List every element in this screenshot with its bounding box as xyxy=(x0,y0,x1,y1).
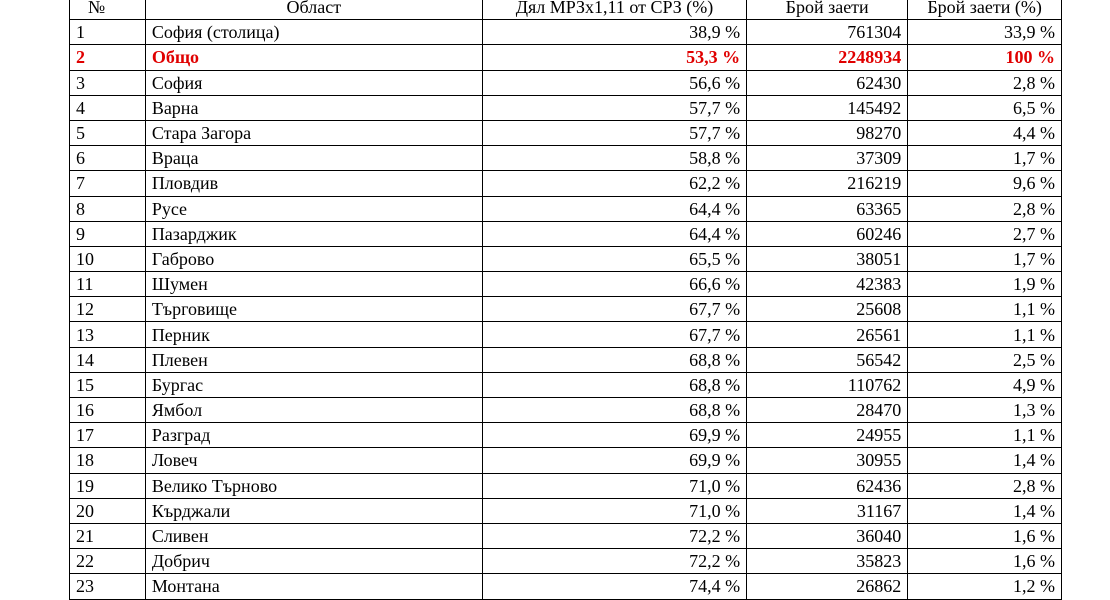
cell-number: 20 xyxy=(70,498,146,523)
cell-employed-count: 60246 xyxy=(747,221,908,246)
cell-employed-count: 42383 xyxy=(747,272,908,297)
table-row xyxy=(70,95,1062,120)
table-row xyxy=(70,297,1062,322)
header-region: Област xyxy=(145,0,482,20)
cell-region: Ямбол xyxy=(145,398,482,423)
table-row xyxy=(70,574,1062,599)
table-row xyxy=(70,70,1062,95)
cell-min-wage-share: 64,4 % xyxy=(482,221,746,246)
cell-min-wage-share: 74,4 % xyxy=(482,574,746,599)
cell-region: София xyxy=(145,70,482,95)
table-row xyxy=(70,473,1062,498)
cell-employed-count: 26561 xyxy=(747,322,908,347)
table-row xyxy=(70,221,1062,246)
cell-min-wage-share: 38,9 % xyxy=(482,20,746,45)
cell-number: 21 xyxy=(70,523,146,548)
header-number: № xyxy=(70,0,146,20)
table-row xyxy=(70,246,1062,271)
header-employed-share: Брой заети (%) xyxy=(908,0,1062,20)
cell-number: 19 xyxy=(70,473,146,498)
cell-number: 3 xyxy=(70,70,146,95)
cell-employed-share: 1,6 % xyxy=(908,549,1062,574)
cell-employed-count: 98270 xyxy=(747,120,908,145)
table-row xyxy=(70,272,1062,297)
cell-region: Габрово xyxy=(145,246,482,271)
cell-employed-share: 2,8 % xyxy=(908,196,1062,221)
cell-employed-count: 56542 xyxy=(747,347,908,372)
header-employed-count: Брой заети xyxy=(747,0,908,20)
cell-employed-share: 100 % xyxy=(908,45,1062,70)
cell-employed-share: 1,1 % xyxy=(908,423,1062,448)
cell-min-wage-share: 64,4 % xyxy=(482,196,746,221)
cell-number: 6 xyxy=(70,146,146,171)
cell-min-wage-share: 57,7 % xyxy=(482,95,746,120)
cell-min-wage-share: 68,8 % xyxy=(482,372,746,397)
cell-region: Варна xyxy=(145,95,482,120)
table-row xyxy=(70,498,1062,523)
cell-employed-share: 1,1 % xyxy=(908,297,1062,322)
cell-employed-count: 62436 xyxy=(747,473,908,498)
cell-min-wage-share: 72,2 % xyxy=(482,549,746,574)
cell-region: Стара Загора xyxy=(145,120,482,145)
cell-region: Общо xyxy=(145,45,482,70)
cell-number: 16 xyxy=(70,398,146,423)
cell-number: 10 xyxy=(70,246,146,271)
cell-employed-share: 1,9 % xyxy=(908,272,1062,297)
cell-number: 12 xyxy=(70,297,146,322)
cell-region: Сливен xyxy=(145,523,482,548)
cell-employed-share: 4,4 % xyxy=(908,120,1062,145)
cell-region: Враца xyxy=(145,146,482,171)
cell-employed-share: 6,5 % xyxy=(908,95,1062,120)
cell-min-wage-share: 62,2 % xyxy=(482,171,746,196)
cell-region: Разград xyxy=(145,423,482,448)
cell-min-wage-share: 57,7 % xyxy=(482,120,746,145)
cell-region: Русе xyxy=(145,196,482,221)
cell-employed-count: 761304 xyxy=(747,20,908,45)
cell-number: 1 xyxy=(70,20,146,45)
table-row xyxy=(70,171,1062,196)
cell-employed-share: 1,7 % xyxy=(908,146,1062,171)
regional-employment-table xyxy=(69,0,1062,600)
table-row xyxy=(70,423,1062,448)
cell-min-wage-share: 69,9 % xyxy=(482,423,746,448)
cell-employed-share: 4,9 % xyxy=(908,372,1062,397)
cell-region: Монтана xyxy=(145,574,482,599)
cell-employed-share: 1,7 % xyxy=(908,246,1062,271)
cell-region: Пазарджик xyxy=(145,221,482,246)
table-row xyxy=(70,347,1062,372)
cell-region: Перник xyxy=(145,322,482,347)
cell-region: Пловдив xyxy=(145,171,482,196)
table-row xyxy=(70,322,1062,347)
cell-min-wage-share: 53,3 % xyxy=(482,45,746,70)
cell-employed-count: 110762 xyxy=(747,372,908,397)
cell-min-wage-share: 72,2 % xyxy=(482,523,746,548)
cell-number: 5 xyxy=(70,120,146,145)
cell-min-wage-share: 65,5 % xyxy=(482,246,746,271)
table-row xyxy=(70,146,1062,171)
table-body xyxy=(70,20,1062,599)
cell-region: Бургас xyxy=(145,372,482,397)
cell-min-wage-share: 71,0 % xyxy=(482,498,746,523)
cell-number: 8 xyxy=(70,196,146,221)
cell-min-wage-share: 68,8 % xyxy=(482,398,746,423)
table-row xyxy=(70,549,1062,574)
cell-min-wage-share: 69,9 % xyxy=(482,448,746,473)
cell-employed-count: 31167 xyxy=(747,498,908,523)
cell-employed-share: 2,8 % xyxy=(908,473,1062,498)
cell-employed-count: 36040 xyxy=(747,523,908,548)
cell-employed-count: 62430 xyxy=(747,70,908,95)
cell-min-wage-share: 68,8 % xyxy=(482,347,746,372)
table-header-row xyxy=(70,0,1062,20)
cell-employed-share: 1,2 % xyxy=(908,574,1062,599)
table-row xyxy=(70,372,1062,397)
cell-employed-share: 1,1 % xyxy=(908,322,1062,347)
header-min-wage-share: Дял МРЗх1,11 от СРЗ (%) xyxy=(482,0,746,20)
cell-region: Ловеч xyxy=(145,448,482,473)
cell-min-wage-share: 67,7 % xyxy=(482,322,746,347)
cell-employed-count: 216219 xyxy=(747,171,908,196)
cell-employed-share: 9,6 % xyxy=(908,171,1062,196)
cell-number: 4 xyxy=(70,95,146,120)
cell-employed-count: 37309 xyxy=(747,146,908,171)
cell-employed-count: 26862 xyxy=(747,574,908,599)
cell-number: 22 xyxy=(70,549,146,574)
cell-number: 17 xyxy=(70,423,146,448)
cell-employed-share: 1,6 % xyxy=(908,523,1062,548)
cell-employed-share: 1,3 % xyxy=(908,398,1062,423)
cell-employed-count: 2248934 xyxy=(747,45,908,70)
cell-number: 11 xyxy=(70,272,146,297)
table-row xyxy=(70,196,1062,221)
table-row xyxy=(70,20,1062,45)
cell-number: 13 xyxy=(70,322,146,347)
cell-number: 7 xyxy=(70,171,146,196)
cell-employed-count: 145492 xyxy=(747,95,908,120)
cell-number: 18 xyxy=(70,448,146,473)
cell-employed-share: 1,4 % xyxy=(908,448,1062,473)
table-row xyxy=(70,448,1062,473)
cell-employed-count: 30955 xyxy=(747,448,908,473)
table-row xyxy=(70,398,1062,423)
cell-employed-share: 1,4 % xyxy=(908,498,1062,523)
cell-employed-count: 38051 xyxy=(747,246,908,271)
cell-employed-count: 63365 xyxy=(747,196,908,221)
cell-employed-share: 2,5 % xyxy=(908,347,1062,372)
cell-region: Добрич xyxy=(145,549,482,574)
cell-number: 15 xyxy=(70,372,146,397)
cell-region: Търговище xyxy=(145,297,482,322)
cell-number: 14 xyxy=(70,347,146,372)
cell-employed-count: 25608 xyxy=(747,297,908,322)
cell-employed-count: 35823 xyxy=(747,549,908,574)
cell-employed-share: 33,9 % xyxy=(908,20,1062,45)
cell-number: 9 xyxy=(70,221,146,246)
cell-number: 23 xyxy=(70,574,146,599)
cell-employed-share: 2,7 % xyxy=(908,221,1062,246)
cell-min-wage-share: 66,6 % xyxy=(482,272,746,297)
cell-min-wage-share: 67,7 % xyxy=(482,297,746,322)
table-row xyxy=(70,120,1062,145)
cell-number: 2 xyxy=(70,45,146,70)
cell-employed-count: 28470 xyxy=(747,398,908,423)
cell-region: София (столица) xyxy=(145,20,482,45)
table-row xyxy=(70,523,1062,548)
cell-min-wage-share: 58,8 % xyxy=(482,146,746,171)
cell-region: Кърджали xyxy=(145,498,482,523)
cell-min-wage-share: 56,6 % xyxy=(482,70,746,95)
cell-region: Велико Търново xyxy=(145,473,482,498)
cell-employed-share: 2,8 % xyxy=(908,70,1062,95)
cell-min-wage-share: 71,0 % xyxy=(482,473,746,498)
cell-region: Плевен xyxy=(145,347,482,372)
cell-region: Шумен xyxy=(145,272,482,297)
table-row-total xyxy=(70,45,1062,70)
cell-employed-count: 24955 xyxy=(747,423,908,448)
